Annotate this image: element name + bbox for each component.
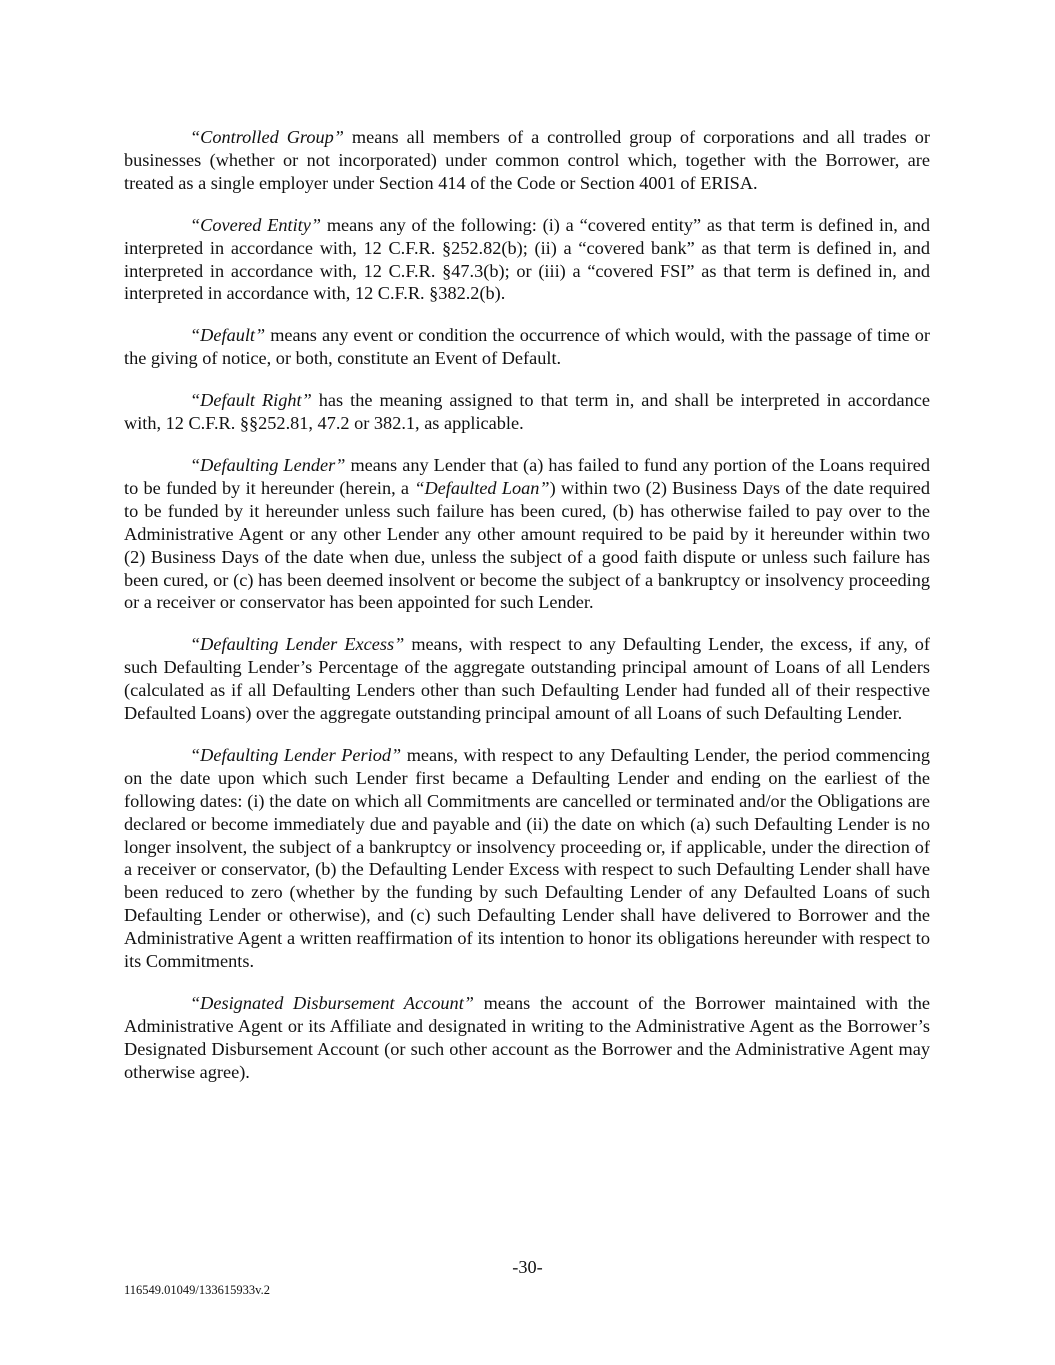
inline-defined-term: “Defaulted Loan” <box>414 477 550 498</box>
defined-term: “Defaulting Lender” <box>190 454 346 475</box>
definition-text: means any event or condition the occurrence of which would, with the passage of time or the giving of notice, or both, constitute an Event of Default. <box>124 325 930 369</box>
definition-designated-disbursement-account <box>124 992 930 1084</box>
definitions-section <box>124 126 930 1103</box>
defined-term: “Default” <box>190 325 266 346</box>
definition-covered-entity <box>124 214 930 306</box>
page-number: -30- <box>512 1257 543 1277</box>
definition-text: means the account of the Borrower maintained with the Administrative Agent or its Affiliate and designated in writing to the Administrative Agent as the Borrower’s Designated Disbursement Account (or such other account as the Borrower and the Administrative Agent may otherwise agree). <box>124 993 930 1082</box>
definition-default-right <box>124 389 930 435</box>
defined-term: “Default Right” <box>190 390 312 411</box>
definition-text: means, with respect to any Defaulting Lender, the period commencing on the date upon which such Lender first became a Defaulting Lender and ending on the earliest of the following dates: (i) the date on which all Commitments are cancelled or terminated and/or the Obligations are declared or become immediately due and payable and (ii) the date on which (a) such Defaulting Lender is no longer insolvent, the subject of a bankruptcy or insolvency proceeding or, if applicable, under the direction of a receiver or conservator, (b) the Defaulting Lender Excess with respect to such Defaulting Lender shall have been reduced to zero (whether by the funding by such Defaulting Lender of any Defaulted Loans of such Defaulting Lender or otherwise), and (c) such Defaulting Lender shall have delivered to Borrower and the Administrative Agent a written reaffirmation of its intention to honor its obligations hereunder with respect to its Commitments. <box>124 744 930 972</box>
definition-text: means all members of a controlled group of corporations and all trades or businesses (whether or not incorporated) under common control which, together with the Borrower, are treated as a single employer under Section 414 of the Code or Section 4001 of ERISA. <box>124 127 930 193</box>
definition-default <box>124 324 930 370</box>
defined-term: “Controlled Group” <box>190 127 344 147</box>
defined-term: “Covered Entity” <box>190 214 322 235</box>
definition-controlled-group <box>124 126 930 195</box>
definition-defaulting-lender <box>124 454 930 614</box>
document-id: 116549.01049/133615933v.2 <box>124 1283 270 1297</box>
defined-term: “Defaulting Lender Excess” <box>190 634 405 655</box>
defined-term: “Defaulting Lender Period” <box>190 744 402 765</box>
defined-term: “Designated Disbursement Account” <box>190 993 474 1013</box>
definition-defaulting-lender-excess <box>124 633 930 725</box>
definition-text-after: ) within two (2) Business Days of the date required to be funded by it hereunder unless such failure has been cured, (b) has otherwise failed to pay over to the Administrative Agent or any other Lender any other amount required to be paid by it hereunder within two (2) Business Days of the date when due, unless the subject of a good faith dispute or unless such failure has been cured, or (c) has been deemed insolvent or become the subject of a bankruptcy or insolvency proceeding or a receiver or conservator has been appointed for such Lender. <box>124 477 930 613</box>
definition-defaulting-lender-period <box>124 744 930 973</box>
definition-text: has the meaning assigned to that term in, and shall be interpreted in accordance with, 12 C.F.R. §§252.81, 47.2 or 382.1, as applicable. <box>124 390 930 434</box>
definition-text: means any of the following: (i) a “covered entity” as that term is defined in, and interpreted in accordance with, 12 C.F.R. §252.82(b); (ii) a “covered bank” as that term is defined in, and interpreted in accordance with, 12 C.F.R. §47.3(b); or (iii) a “covered FSI” as that term is defined in, and interpreted in accordance with, 12 C.F.R. §382.2(b). <box>124 214 930 304</box>
definition-text-before: means any Lender that (a) has failed to fund any portion of the Loans required to be funded by it hereunder (herein, a <box>124 454 930 498</box>
definition-text: means, with respect to any Defaulting Lender, the excess, if any, of such Defaulting Lender’s Percentage of the aggregate outstanding principal amount of Loans of all Lenders (calculated as if all Defaulting Lenders other than such Defaulting Lender had funded all of their respective Defaulted Loans) over the aggregate outstanding principal amount of all Loans of such Defaulting Lender. <box>124 634 930 724</box>
